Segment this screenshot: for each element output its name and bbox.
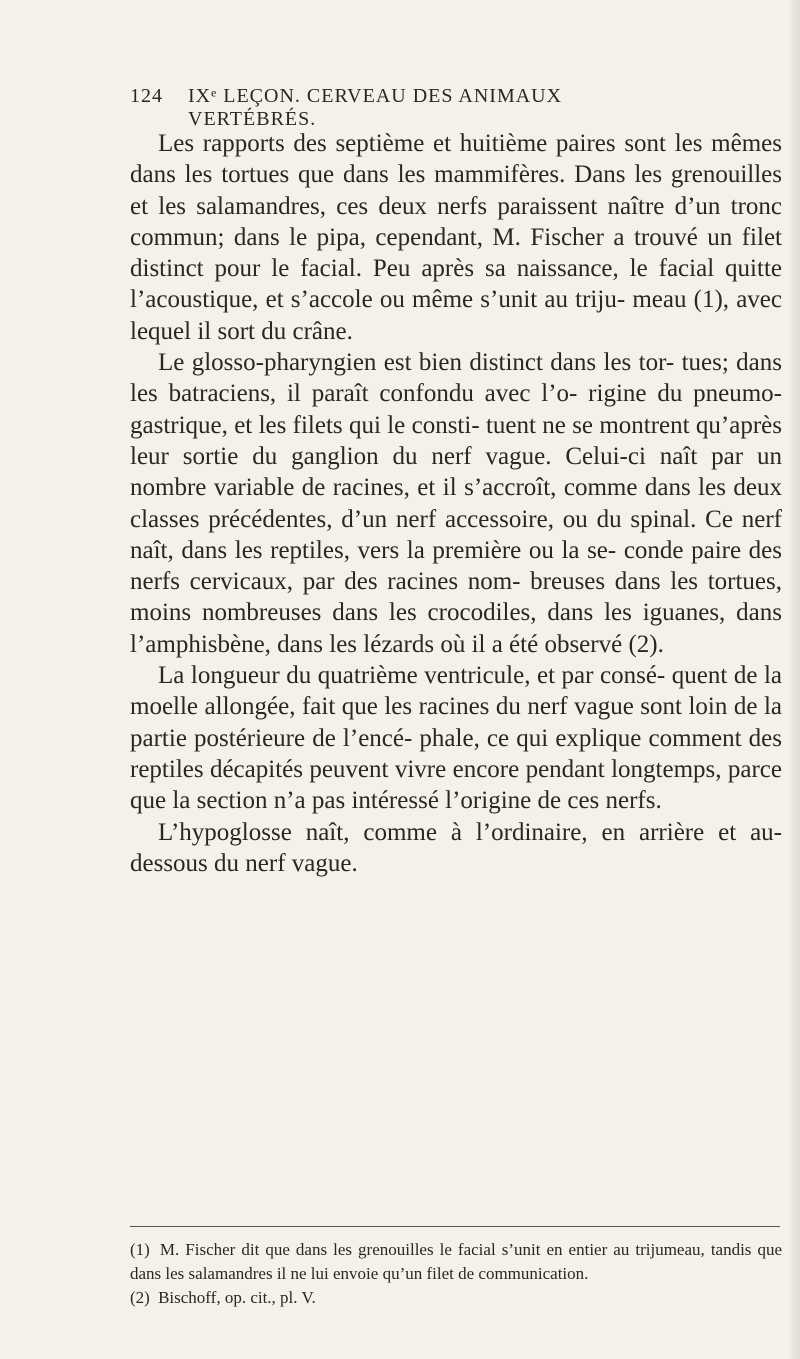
running-title: IXᵉ LEÇON. CERVEAU DES ANIMAUX VERTÉBRÉS.: [188, 85, 563, 130]
page-edge: [790, 0, 800, 1359]
footnote-text: M. Fischer dit que dans les grenouilles le facial s’unit en entier au trijumeau, tandis que dans les salamandres il ne lui envoie qu’un filet de communication.: [130, 1240, 783, 1283]
page-number: 124: [130, 85, 163, 107]
running-header: [130, 85, 690, 130]
body-text: [130, 128, 782, 879]
footnote-marker: (2): [130, 1288, 150, 1307]
paragraph: Le glosso-pharyngien est bien distinct dans les tor- tues; dans les batraciens, il paraît confondu avec l’o- rigine du pneumo-gastrique, et les filets qui le consti- tuent ne se montrent qu’après leur sortie du ganglion du nerf vague. Celui-ci naît par un nombre variable de racines, et il s’accroît, comme dans les deux classes précédentes, d’un nerf accessoire, ou du spinal. Ce nerf naît, dans les reptiles, vers la première ou la se- conde paire des nerfs cervicaux, par des racines nom- breuses dans les tortues, moins nombreuses dans les crocodiles, dans les iguanes, dans l’amphisbène, dans les lézards où il a été observé (2).: [130, 349, 782, 658]
footnote: [130, 1238, 782, 1286]
footnotes: [130, 1238, 782, 1310]
footnote-divider: [130, 1226, 780, 1227]
footnote: [130, 1286, 782, 1310]
footnote-text: Bischoff, op. cit., pl. V.: [158, 1288, 316, 1307]
footnote-marker: (1): [130, 1240, 150, 1259]
paragraph: L’hypoglosse naît, comme à l’ordinaire, en arrière et au-dessous du nerf vague.: [130, 818, 782, 877]
paragraph: La longueur du quatrième ventricule, et par consé- quent de la moelle allongée, fait que les racines du nerf vague sont loin de la partie postérieure de l’encé- phale, ce qui explique comment des reptiles décapités peuvent vivre encore pendant longtemps, parce que la section n’a pas intéressé l’origine de ces nerfs.: [130, 662, 782, 815]
paragraph: Les rapports des septième et huitième paires sont les mêmes dans les tortues que dans les mammifères. Dans les grenouilles et les salamandres, ces deux nerfs paraissent naître d’un tronc commun; dans le pipa, cependant, M. Fischer a trouvé un filet distinct pour le facial. Peu après sa naissance, le facial quitte l’acoustique, et s’accole ou même s’unit au triju- meau (1), avec lequel il sort du crâne.: [130, 130, 782, 345]
